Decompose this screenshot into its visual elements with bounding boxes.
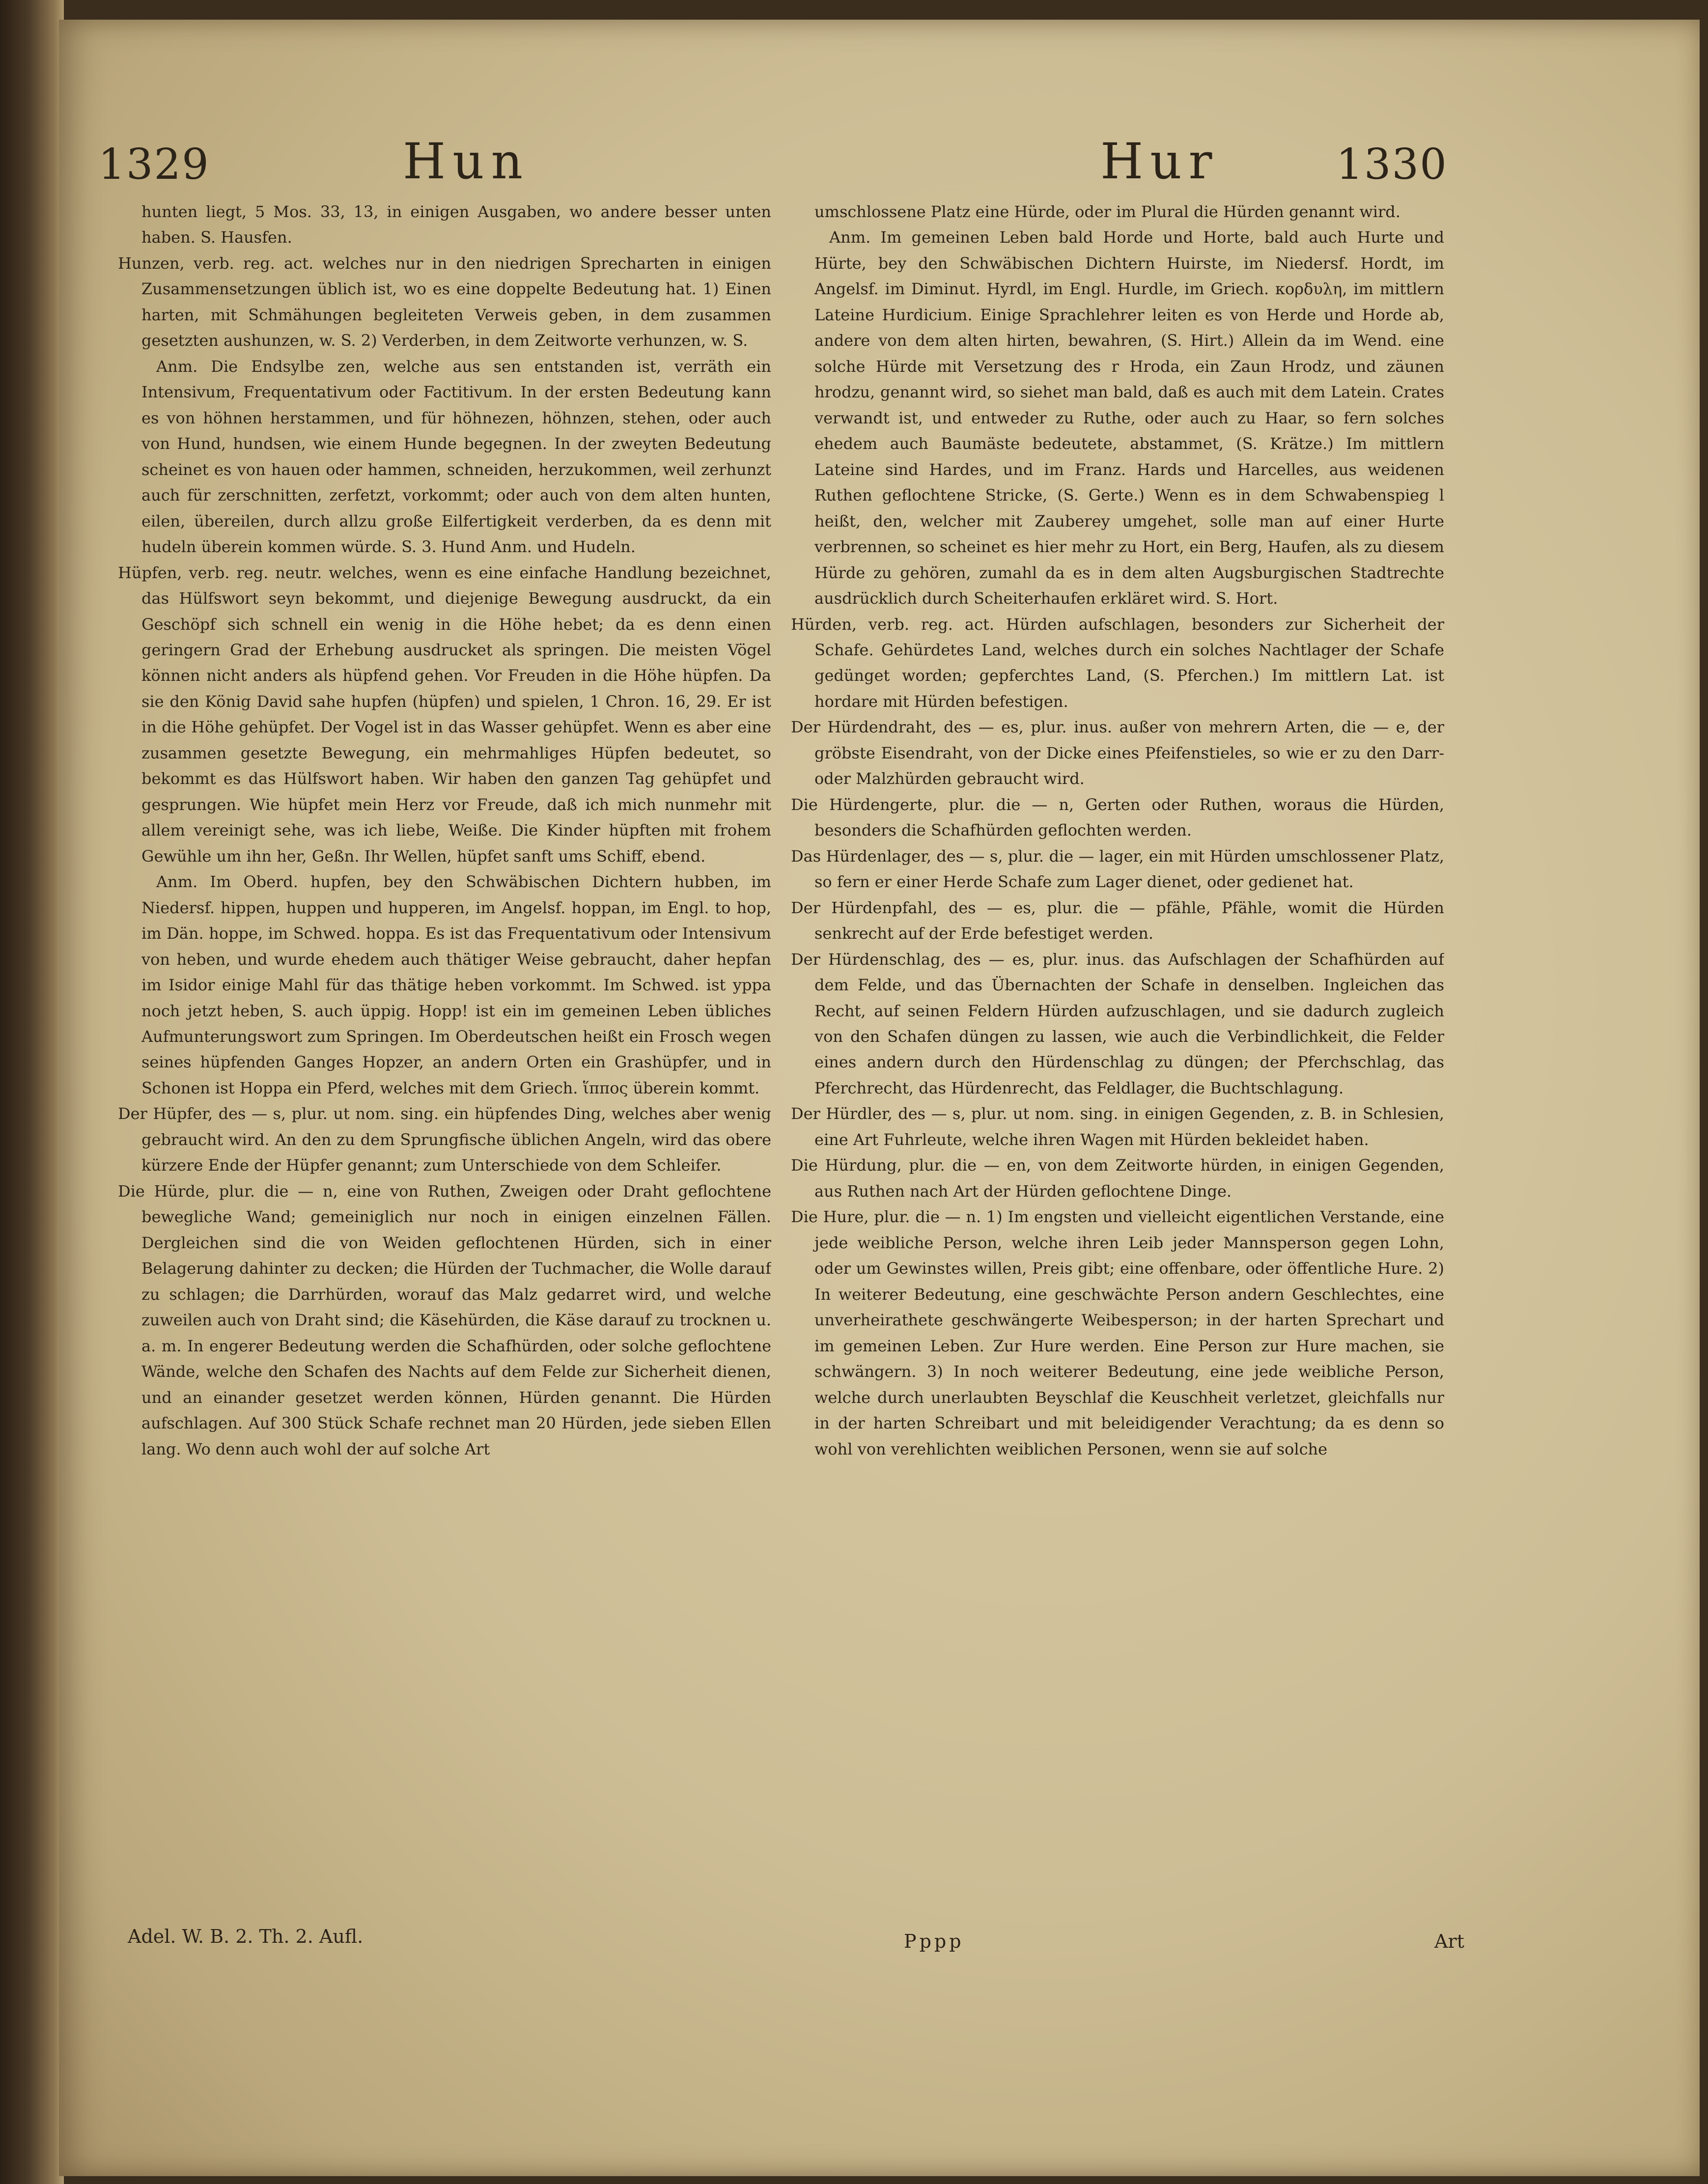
catchword: Art <box>1434 1931 1464 1952</box>
sheet-mark: Pppp <box>904 1931 964 1952</box>
right-text-column <box>791 199 1444 1928</box>
dictionary-entry-huepfen: Hüpfen, verb. reg. neutr. welches, wenn es eine einfache Handlung bezeichnet, das Hülfswort seyn bekommt, und diejenige Bewegung ausdruckt, da ein Geschöpf sich schnell ein wenig in die Höhe hebet; da es denn einen geringern Grad der Erhebung ausdrucket als springen. Die meisten Vögel können nicht anders als hüpfend gehen. Vor Freuden in die Höhe hüpfen. Da sie den König David sahe hupfen (hüpfen) und spielen, 1 Chron. 16, 29. Er ist in die Höhe gehüpfet. Der Vogel ist in das Wasser gehüpfet. Wenn es aber eine zusammen gesetzte Bewegung, ein mehrmahliges Hüpfen bedeutet, so bekommt es das Hülfswort haben. Wir haben den ganzen Tag gehüpfet und gesprungen. Wie hüpfet mein Herz vor Freude, daß ich mich nunmehr mit allem vereinigt sehe, was ich liebe, Weiße. Die Kinder hüpften mit frohem Gewühle um ihn her, Geßn. Ihr Wellen, hüpfet sanft ums Schiff, ebend. <box>118 563 771 866</box>
dictionary-entry-huerdenschlag: Der Hürdenschlag, des — es, plur. inus. das Aufschlagen der Schafhürden auf dem Felde, und das Übernachten der Schafe in denselben. Ingleichen das Recht, auf seinen Feldern Hürden aufzuschlagen, und sie dadurch zugleich von den Schafen düngen zu lassen, wie auch die Verbindlichkeit, die Felder eines andern durch den Hürdenschlag zu düngen; der Pferchschlag, das Pferchrecht, das Hürdenrecht, das Feldlager, die Buchtschlagung. <box>791 950 1444 1097</box>
right-running-head: Hur <box>1100 133 1219 190</box>
annotation-paragraph: Anm. Die Endsylbe zen, welche aus sen entstanden ist, verräth ein Intensivum, Frequentativum oder Factitivum. In der ersten Bedeutung kann es von höhnen herstammen, und für höhnezen, höhnzen, stehen, oder auch von Hund, hundsen, wie einem Hunde begegnen. In der zweyten Bedeutung scheinet es von hauen oder hammen, schneiden, herzukommen, weil zerhunzt auch für zerschnitten, zerfetzt, vorkommt; oder auch von dem alten hunten, eilen, übereilen, durch allzu große Eilfertigkeit verderben, da es denn mit hudeln überein kommen würde. S. 3. Hund Anm. und Hudeln. <box>141 357 771 557</box>
right-page-number: 1330 <box>1336 140 1448 189</box>
dictionary-entry-huerdendraht: Der Hürdendraht, des — es, plur. inus. außer von mehrern Arten, die — e, der gröbste Eisendraht, von der Dicke eines Pfeifenstieles, so wie er zu den Darr- oder Malzhürden gebraucht wird. <box>791 718 1444 788</box>
dictionary-entry-huerdung: Die Hürdung, plur. die — en, von dem Zeitworte hürden, in einigen Gegenden, aus Ruthen nach Art der Hürden geflochtene Dinge. <box>791 1156 1444 1201</box>
left-text-column <box>118 199 771 1928</box>
dictionary-entry-huerde: Die Hürde, plur. die — n, eine von Ruthen, Zweigen oder Draht geflochtene bewegliche Wand; gemeiniglich nur noch in einigen einzelnen Fällen. Dergleichen sind die von Weiden geflochtenen Hürden, sich in einer Belagerung dahinter zu decken; die Hürden der Tuchmacher, die Wolle darauf zu schlagen; die Darrhürden, worauf das Malz gedarret wird, und welche zuweilen auch von Draht sind; die Käsehürden, die Käse darauf zu trocknen u. a. m. In engerer Bedeutung werden die Schafhürden, oder solche geflochtene Wände, welche den Schafen des Nachts auf dem Felde zur Sicherheit dienen, und an einander gesetzet werden können, Hürden genannt. Die Hürden aufschlagen. Auf 300 Stück Schafe rechnet man 20 Hürden, jede sieben Ellen lang. Wo denn auch wohl der auf solche Art <box>118 1181 771 1458</box>
book-binding-edge <box>0 0 64 2184</box>
left-paragraph: hunten liegt, 5 Mos. 33, 13, in einigen Ausgaben, wo andere besser unten haben. S. Hausfen. <box>141 202 771 247</box>
dictionary-entry-huerdenpfahl: Der Hürdenpfahl, des — es, plur. die — pfähle, Pfähle, womit die Hürden senkrecht auf der Erde befestiget werden. <box>791 898 1444 943</box>
dictionary-entry-huerdler: Der Hürdler, des — s, plur. ut nom. sing. in einigen Gegenden, z. B. in Schlesien, eine Art Fuhrleute, welche ihren Wagen mit Hürden bekleidet haben. <box>791 1104 1444 1149</box>
dictionary-entry-huerdengerte: Die Hürdengerte, plur. die — n, Gerten oder Ruthen, woraus die Hürden, besonders die Schafhürden geflochten werden. <box>791 795 1444 840</box>
dictionary-entry-hunzen: Hunzen, verb. reg. act. welches nur in den niedrigen Sprecharten in einigen Zusammensetzungen üblich ist, wo es eine doppelte Bedeutung hat. 1) Einen harten, mit Schmähungen begleiteten Verweis geben, in dem zusammen gesetzten aushunzen, w. S. 2) Verderben, in dem Zeitworte verhunzen, w. S. <box>118 253 771 350</box>
annotation-paragraph: Anm. Im Oberd. hupfen, bey den Schwäbischen Dichtern hubben, im Niedersf. hippen, huppen und hupperen, im Angelsf. hoppan, im Engl. to hop, im Dän. hoppe, im Schwed. hoppa. Es ist das Frequentativum oder Intensivum von heben, und wurde ehedem auch thätiger Weise gebraucht, daher hepfan im Isidor einige Mahl für das thätige heben vorkommt. Im Schwed. ist yppa noch jetzt heben, S. auch üppig. Hopp! ist ein im gemeinen Leben übliches Aufmunterungswort zum Springen. Im Oberdeutschen heißt ein Frosch wegen seines hüpfenden Ganges Hopzer, an andern Orten ein Grashüpfer, und in Schonen ist Hoppa ein Pferd, welches mit dem Griech. ἵππος überein kommt. <box>141 872 771 1097</box>
dictionary-entry-huepfer: Der Hüpfer, des — s, plur. ut nom. sing. ein hüpfendes Ding, welches aber wenig gebraucht wird. An den zu dem Sprungfische üblichen Angeln, wird das obere kürzere Ende der Hüpfer genannt; zum Unterschiede von dem Schleifer. <box>118 1104 771 1175</box>
annotation-paragraph: Anm. Im gemeinen Leben bald Horde und Horte, bald auch Hurte und Hürte, bey den Schwäbischen Dichtern Huirste, im Niedersf. Hordt, im Angelsf. im Diminut. Hyrdl, im Engl. Hurdle, im Griech. κορδυλη, im mittlern Lateine Hurdicium. Einige Sprachlehrer leiten es von Herde und Horde ab, andere von dem alten hirten, bewahren, (S. Hirt.) Allein da im Wend. eine solche Hürde mit Versetzung des r Hroda, ein Zaun Hrodz, und zäunen hrodzu, genannt wird, so siehet man bald, daß es auch mit dem Latein. Crates verwandt ist, und entweder zu Ruthe, oder auch zu Haar, so fern solches ehedem auch Baumäste bedeutete, abstammet, (S. Krätze.) Im mittlern Lateine sind Hardes, und im Franz. Hards und Harcelles, aus weidenen Ruthen geflochtene Stricke, (S. Gerte.) Wenn es in dem Schwabenspieg l heißt, den, welcher mit Zauberey umgehet, solle man auf einer Hurte verbrennen, so scheinet es hier mehr zu Hort, ein Berg, Haufen, als zu diesem Hürde zu gehören, zumahl da es in dem alten Augsburgischen Stadtrechte ausdrücklich durch Scheiterhaufen erkläret wird. S. Hort. <box>814 228 1444 608</box>
dictionary-entry-huerdenlager: Das Hürdenlager, des — s, plur. die — lager, ein mit Hürden umschlossener Platz, so fern er einer Herde Schafe zum Lager dienet, oder gedienet hat. <box>791 846 1444 892</box>
left-page-number: 1329 <box>98 140 210 189</box>
dictionary-entry-hure: Die Hure, plur. die — n. 1) Im engsten und vielleicht eigentlichen Verstande, eine jede weibliche Person, welche ihren Leib jeder Mannsperson gegen Lohn, oder um Gewinstes willen, Preis gibt; eine offenbare, oder öffentliche Hure. 2) In weiterer Bedeutung, eine geschwächte Person andern Geschlechtes, eine unverheirathete geschwängerte Weibesperson; in der harten Sprechart und im gemeinen Leben. Zur Hure werden. Eine Person zur Hure machen, sie schwängern. 3) In noch weiterer Bedeutung, eine jede weibliche Person, welche durch unerlaubten Beyschlaf die Keuschheit verletzet, gleichfalls nur in der harten Schreibart und mit beleidigender Verachtung; da es denn so wohl von verehlichten weiblichen Personen, wenn sie auf solche <box>791 1207 1444 1458</box>
left-running-head: Hun <box>403 133 530 190</box>
dictionary-entry-huerden: Hürden, verb. reg. act. Hürden aufschlagen, besonders zur Sicherheit der Schafe. Gehürdetes Land, welches durch ein solches Nachtlager der Schafe gedünget worden; gepferchtes Land, (S. Pferchen.) Im mittlern Lat. ist hordare mit Hürden befestigen. <box>791 615 1444 711</box>
printer-signature: Adel. W. B. 2. Th. 2. Aufl. <box>128 1926 364 1947</box>
right-paragraph: umschlossene Platz eine Hürde, oder im Plural die Hürden genannt wird. <box>814 202 1400 221</box>
